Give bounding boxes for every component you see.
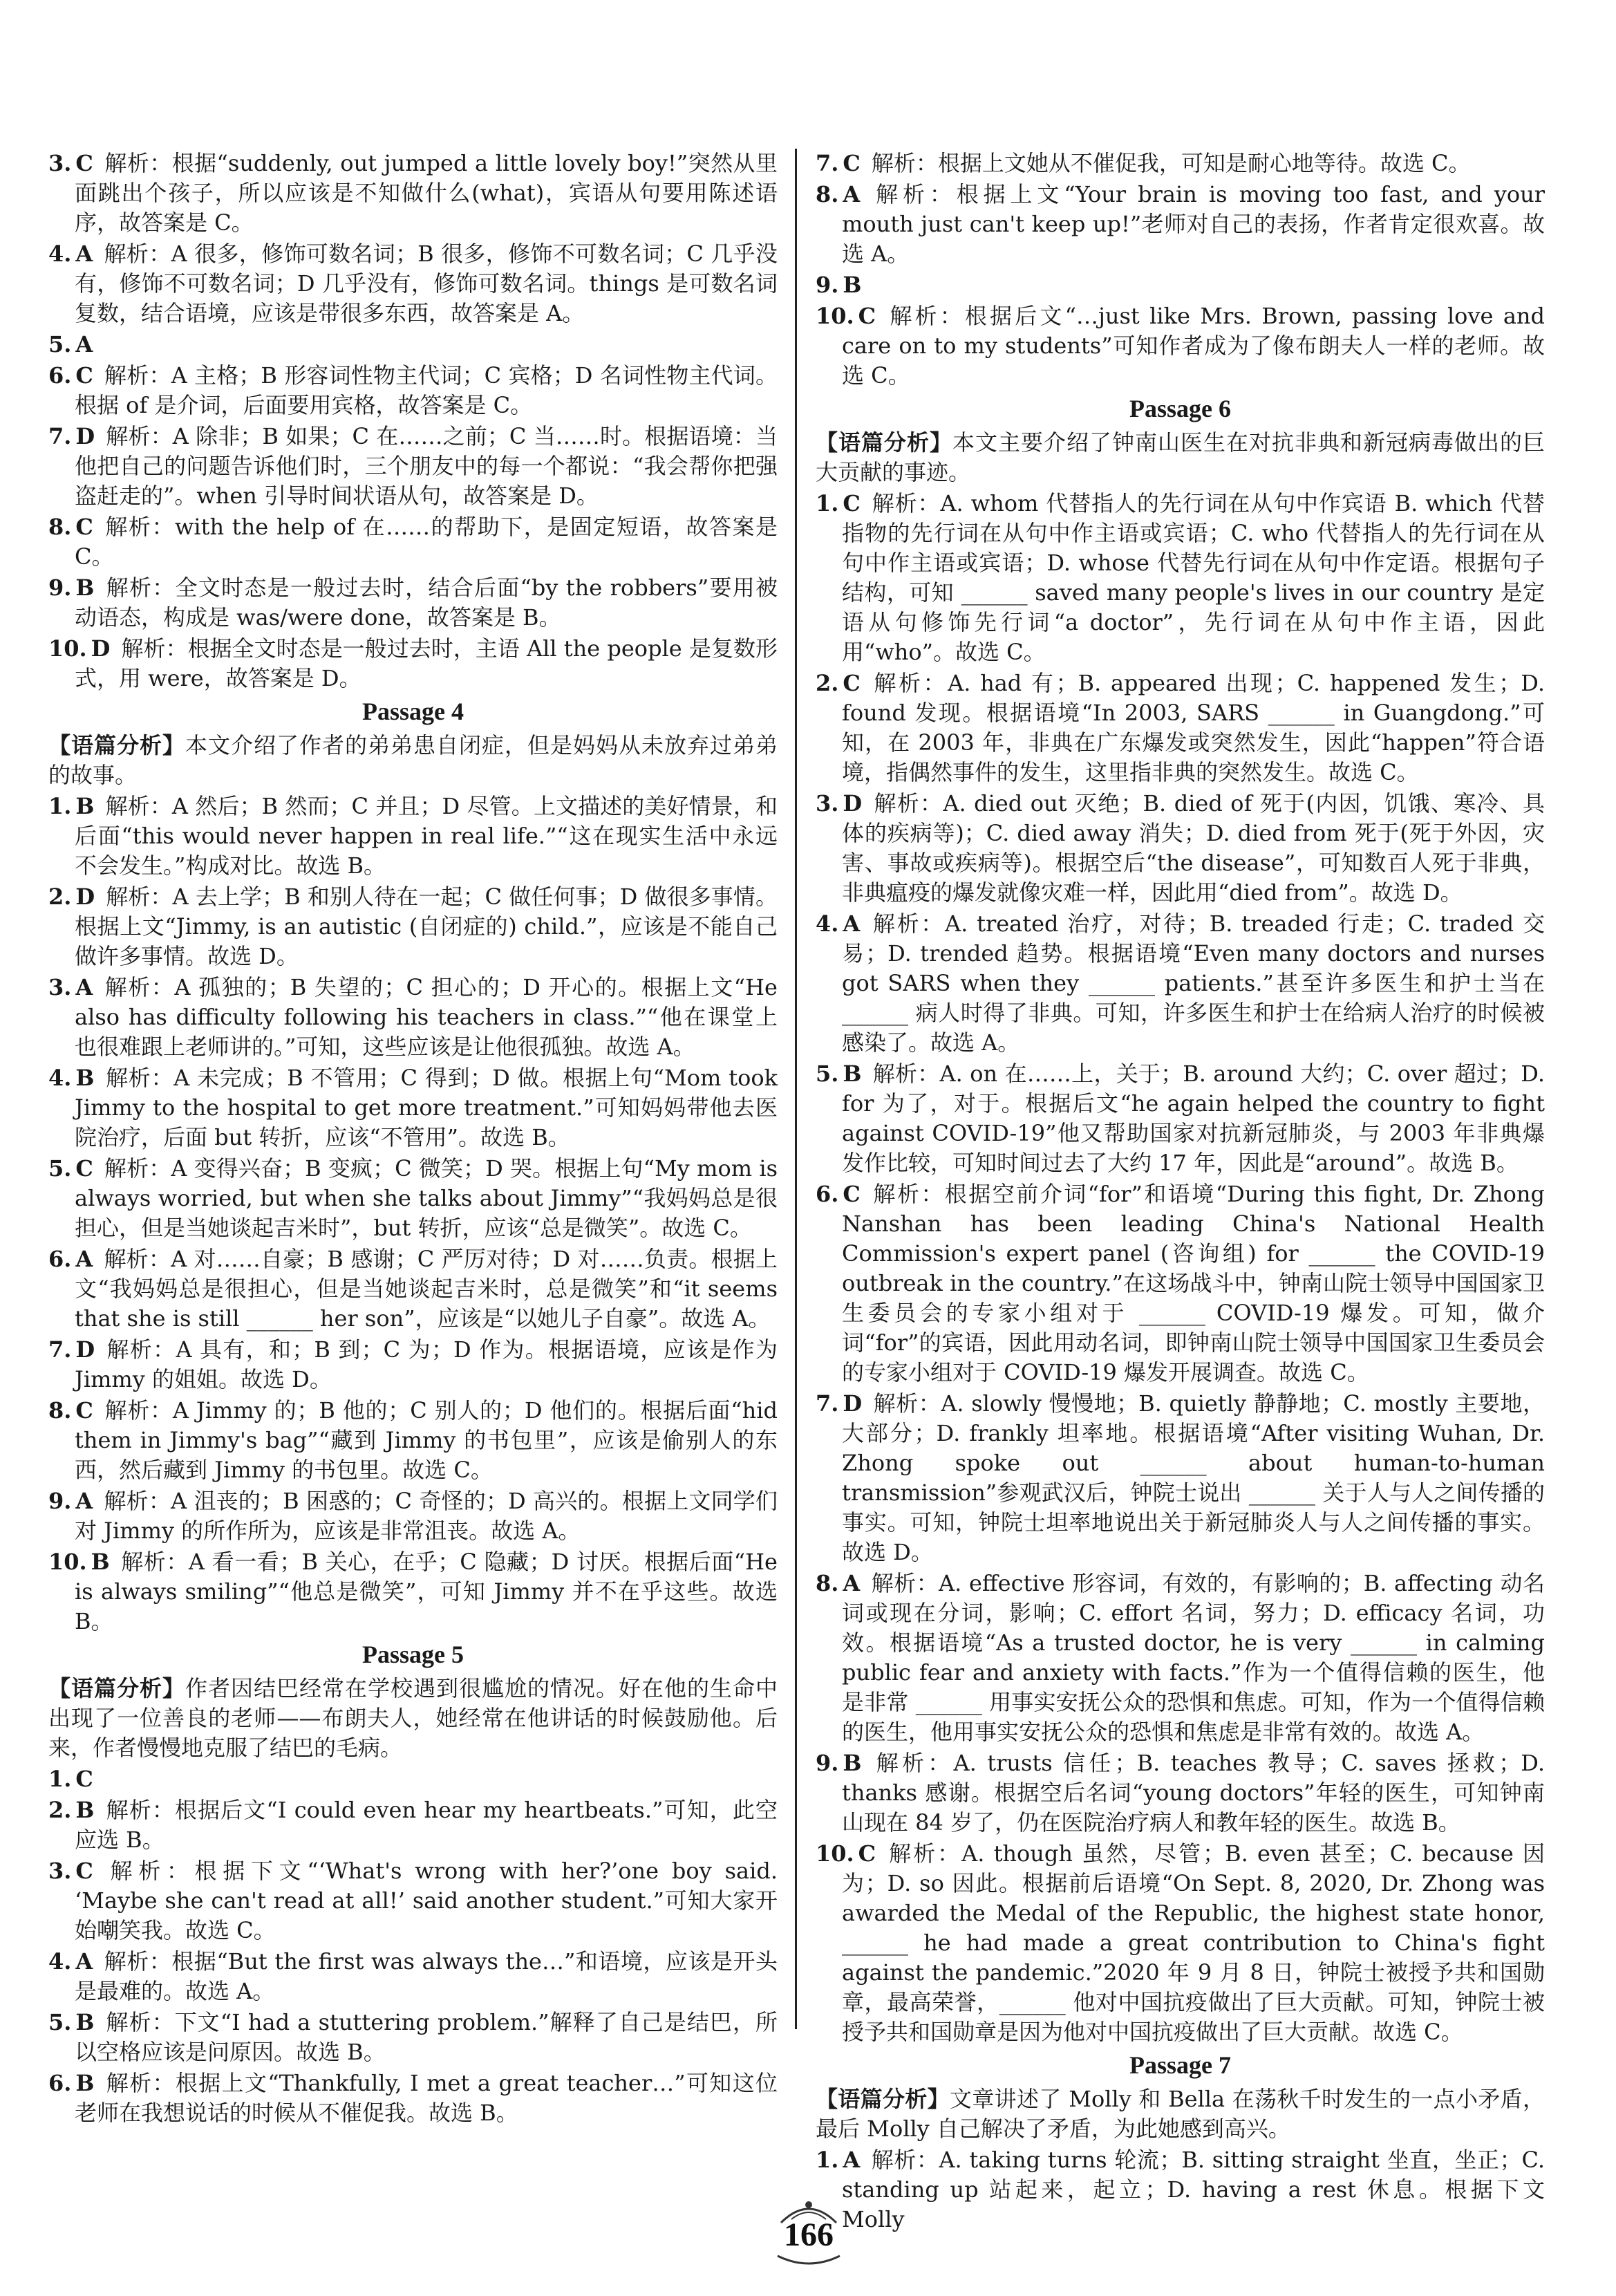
answer-item (816, 1389, 1545, 1567)
left-column (48, 149, 778, 2129)
explanation-text: 解析：A Jimmy 的；B 他的；C 别人的；D 他们的。根据后面“hid them in Jimmy's bag”“藏到 Jimmy 的书包里”，应该是偷别人的东西，然后藏到 Jimmy 的书包里。故选 C。 (75, 1397, 778, 1483)
answer-item (48, 792, 778, 881)
answer-choice: C (843, 490, 861, 516)
answer-choice: A (843, 181, 861, 207)
answer-choice: B (843, 1750, 862, 1776)
answer-item (816, 270, 1545, 300)
answer-choice: A (75, 974, 93, 1000)
question-number: 1. (48, 1766, 72, 1792)
answer-choice: C (75, 362, 93, 389)
explanation-text: 解析：A. on 在……上，关于；B. around 大约；C. over 超过；D. for 为了，对于。根据后文“he again helped the country to fight against COVID-19”他又帮助国家对抗新冠肺炎，与 2003 年非典爆发作比较，可知时间过去了大约 17 年，因此是“around”。故选 B。 (842, 1061, 1545, 1176)
question-number: 9. (816, 272, 839, 298)
analysis-tag: 【语篇分析】 (48, 732, 185, 758)
passage-analysis (48, 731, 778, 790)
question-number: 4. (48, 1948, 72, 1975)
answer-item (816, 909, 1545, 1058)
question-number: 3. (48, 974, 72, 1000)
answer-item (816, 489, 1545, 667)
question-number: 3. (816, 790, 839, 816)
answer-item (48, 1856, 778, 1945)
answer-item (48, 634, 778, 693)
answer-item (48, 2069, 778, 2128)
answer-item (48, 1335, 778, 1394)
explanation-text: 解析：根据上文“Thankfully, I met a great teacher…”可知这位老师在我想说话的时候从不催促我。故选 B。 (75, 2070, 778, 2126)
answer-choice: B (75, 575, 95, 601)
explanation-text: 解析：根据“But the first was always the…”和语境，应该是开头是最难的。故选 A。 (75, 1948, 778, 2004)
explanation-text: 解析：A 除非；B 如果；C 在……之前；C 当……时。根据语境：当他把自己的问题告诉他们时，三个朋友中的每一个都说：“我会帮你把强盗赶走的”。when 引导时间状语从句，故答案是 D。 (75, 423, 778, 509)
answer-item (816, 1569, 1545, 1747)
analysis-tag: 【语篇分析】 (816, 429, 952, 456)
question-number: 1. (48, 793, 72, 819)
question-number: 8. (816, 181, 839, 207)
answer-item (48, 1764, 778, 1794)
question-number: 9. (48, 1488, 72, 1514)
question-number: 9. (48, 575, 72, 601)
answer-choice: A (75, 1246, 93, 1272)
answer-item (48, 1795, 778, 1855)
page-number: 166 (784, 2216, 834, 2253)
question-number: 2. (816, 670, 839, 696)
question-number: 10. (816, 303, 854, 329)
question-number: 1. (816, 490, 839, 516)
question-number: 3. (48, 1858, 72, 1884)
question-number: 10. (48, 635, 87, 662)
question-number: 5. (816, 1061, 839, 1087)
question-number: 8. (48, 1397, 72, 1424)
explanation-text: 解析：A. slowly 慢慢地；B. quietly 静静地；C. mostly 主要地，大部分；D. frankly 坦率地。根据语境“After visiting Wuhan, Dr. Zhong spoke out ______ about human-to-human transmission”参观武汉后，钟院士说出 ______ 关于人与人之间传播的事实。可知，钟院士坦率地说出关于新冠肺炎人与人之间传播的事实。故选 D。 (842, 1390, 1545, 1565)
answer-item (816, 789, 1545, 908)
answer-item (48, 149, 778, 238)
answer-item (48, 1396, 778, 1485)
answer-choice: D (75, 423, 95, 449)
explanation-text: 解析：A 变得兴奋；B 变疯；C 微笑；D 哭。根据上句“My mom is always worried, but when she talks about Jimmy”“我妈妈总是很担心，但是当她谈起吉米时”，but 转折，应该“总是微笑”。故选 C。 (75, 1155, 778, 1241)
analysis-text: 文章讲述了 Molly 和 Bella 在荡秋千时发生的一点小矛盾，最后 Molly 自己解决了矛盾，为此她感到高兴。 (816, 2086, 1545, 2142)
answer-item (816, 1839, 1545, 2047)
explanation-text: 解析：with the help of 在……的帮助下，是固定短语，故答案是 C。 (75, 514, 778, 570)
answer-choice: C (75, 1155, 93, 1182)
explanation-text: 解析：根据下文“‘What's wrong with her?’one boy said. ‘Maybe she can't read at all!’ said another student.”可知大家开始嘲笑我。故选 C。 (75, 1858, 778, 1943)
analysis-text: 本文介绍了作者的弟弟患自闭症，但是妈妈从未放弃过弟弟的故事。 (48, 732, 778, 788)
answer-choice: B (91, 1549, 110, 1575)
explanation-text: 解析：A. effective 形容词，有效的，有影响的；B. affecting 动名词或现在分词，影响；C. effort 名词，努力；D. efficacy 名词，功效。根据语境“As a trusted doctor, he is very ______ in calming public fear and anxiety with facts.”作为一个值得信赖的医生，他是非常 ______ 用事实安抚公众的恐惧和焦虑。可知，作为一个值得信赖的医生，他用事实安抚公众的恐惧和焦虑是非常有效的。故选 A。 (842, 1570, 1545, 1745)
answer-item (816, 180, 1545, 269)
answer-choice: A (75, 331, 93, 357)
answer-choice: D (75, 1336, 95, 1363)
answer-choice: C (843, 150, 861, 176)
explanation-text: 解析：A 去上学；B 和别人待在一起；C 做任何事；D 做很多事情。根据上文“Jimmy, is an autistic (自闭症的) child.”，应该是不能自己做许多事情。故选 D。 (75, 884, 778, 969)
answer-choice: C (843, 1181, 861, 1207)
explanation-text: 解析：根据“suddenly, out jumped a little lovely boy!”突然从里面跳出个孩子，所以应该是不知做什么(what)，宾语从句要用陈述语序，故答案是 C。 (75, 150, 778, 236)
answer-item (816, 301, 1545, 391)
explanation-text: 解析：全文时态是一般过去时，结合后面“by the robbers”要用被动语态，构成是 was/were done，故答案是 B。 (75, 575, 778, 631)
question-number: 7. (48, 423, 72, 449)
answer-choice: A (75, 241, 93, 267)
answer-choice: C (858, 303, 876, 329)
passage-analysis (48, 1674, 778, 1763)
explanation-text: 解析：根据后文“…just like Mrs. Brown, passing love and care on to my students”可知作者成为了像布朗夫人一样的老师。故选 C。 (842, 303, 1545, 389)
explanation-text: 解析：A. died out 灭绝；B. died of 死于(内因，饥饿、寒冷、具体的疾病等)；C. died away 消失；D. died from 死于(死于外因，灾害、事故或疾病等)。根据空后“the disease”，可知数百人死于非典，非典瘟疫的爆发就像灾难一样，因此用“died from”。故选 D。 (842, 790, 1545, 906)
question-number: 4. (48, 1065, 72, 1091)
analysis-text: 本文主要介绍了钟南山医生在对抗非典和新冠病毒做出的巨大贡献的事迹。 (816, 429, 1545, 485)
answer-choice: D (75, 884, 95, 910)
answer-item (48, 1244, 778, 1334)
analysis-tag: 【语篇分析】 (816, 2086, 950, 2112)
page-number-badge (740, 2195, 878, 2271)
answer-choice: B (843, 272, 862, 298)
answer-choice: B (75, 2070, 95, 2096)
analysis-tag: 【语篇分析】 (48, 1675, 185, 1701)
answer-choice: D (843, 1390, 863, 1417)
passage-title: Passage 6 (1129, 395, 1231, 422)
question-number: 7. (816, 1390, 839, 1417)
passage-title: Passage 4 (362, 698, 464, 725)
question-number: 6. (48, 362, 72, 389)
answer-item (48, 239, 778, 328)
answer-item (48, 1947, 778, 2006)
answer-item (48, 973, 778, 1062)
answer-choice: A (843, 1570, 861, 1596)
answer-choice: C (843, 670, 861, 696)
answer-choice: A (75, 1948, 93, 1975)
explanation-text: 解析：根据后文“I could even hear my heartbeats.”可知，此空应选 B。 (75, 1797, 778, 1853)
explanation-text: 解析：下文“I had a stuttering problem.”解释了自己是结巴，所以空格应该是问原因。故选 B。 (75, 2009, 778, 2065)
question-number: 5. (48, 2009, 72, 2035)
passage-analysis (816, 2084, 1545, 2144)
explanation-text: 解析：A 具有，和；B 到；C 为；D 作为。根据语境，应该是作为 Jimmy 的姐姐。故选 D。 (75, 1336, 778, 1392)
explanation-text: 解析：A. taking turns 轮流；B. sitting straight 坐直，坐正；C. standing up 站起来，起立；D. having a rest 休息。根据下文 Molly (842, 2147, 1545, 2232)
answer-item (48, 330, 778, 360)
explanation-text: 解析：A. treated 治疗，对待；B. treaded 行走；C. traded 交易；D. trended 趋势。根据语境“Even many doctors and nurses got SARS when they ______ patients.”甚至许多医生和护士当在 ______ 病人时得了非典。可知，许多医生和护士在给病人治疗的时候被感染了。故选 A。 (842, 911, 1545, 1056)
question-number: 3. (48, 150, 72, 176)
answer-item (816, 669, 1545, 787)
question-number: 10. (48, 1549, 87, 1575)
question-number: 9. (816, 1750, 839, 1776)
answer-item (816, 2145, 1545, 2234)
answer-choice: D (843, 790, 863, 816)
answer-choice: A (843, 911, 861, 937)
explanation-text: 解析：根据空前介词“for”和语境“During this fight, Dr. Zhong Nanshan has been leading China's National Health Commission's expert panel (咨询组) for ______ the COVID-19 outbreak in the country.”在这场战斗中，钟南山院士领导中国国家卫生委员会的专家小组对于 ______ COVID-19 爆发。可知，做介词“for”的宾语，因此用动名词，即钟南山院士领导中国国家卫生委员会的专家小组对于 COVID-19 爆发开展调查。故选 C。 (842, 1181, 1545, 1385)
explanation-text: 解析：A. whom 代替指人的先行词在从句中作宾语 B. which 代替指物的先行词在从句中作主语或宾语；C. who 代替指人的先行词在从句中作主语或宾语；D. whose 代替先行词在从句中作定语。根据句子结构，可知 ______ saved many people's lives in our country 是定语从句修饰先行词“a doctor”，先行词在从句中作主语，因此用“who”。故选 C。 (842, 490, 1545, 665)
question-number: 10. (816, 1840, 854, 1867)
answer-choice: B (843, 1061, 862, 1087)
answer-choice: B (75, 793, 95, 819)
answer-choice: B (75, 1797, 95, 1823)
answer-item (48, 882, 778, 971)
explanation-text: 解析：A 孤独的；B 失望的；C 担心的；D 开心的。根据上文“He also has difficulty following his teachers in class.”“他在课堂上也很难跟上老师讲的。”可知，这些应该是让他很孤独。故选 A。 (75, 974, 778, 1060)
explanation-text: 解析：根据上文“Your brain is moving too fast, and your mouth just can't keep up!”老师对自己的表扬，作者肯定很欢喜。故选 A。 (842, 181, 1545, 267)
question-number: 6. (48, 1246, 72, 1272)
answer-choice: B (75, 2009, 95, 2035)
explanation-text: 解析：A 对……自豪；B 感谢；C 严厉对待；D 对……负责。根据上文“我妈妈总是很担心，但是当她谈起吉米时，总是微笑”和“it seems that she is still ______ her son”，应该是“以她儿子自豪”。故选 A。 (75, 1246, 778, 1332)
question-number: 1. (816, 2147, 839, 2173)
question-number: 4. (48, 241, 72, 267)
answer-choice: C (75, 1766, 93, 1792)
question-number: 7. (48, 1336, 72, 1363)
answer-item (816, 1179, 1545, 1388)
answer-choice: A (843, 2147, 861, 2173)
question-number: 6. (816, 1181, 839, 1207)
answer-choice: C (75, 150, 93, 176)
question-number: 8. (48, 514, 72, 540)
analysis-text: 作者因结巴经常在学校遇到很尴尬的情况。好在他的生命中出现了一位善良的老师——布朗夫人，她经常在他讲话的时候鼓励他。后来，作者慢慢地克服了结巴的毛病。 (48, 1675, 778, 1761)
explanation-text: 解析：根据全文时态是一般过去时，主语 All the people 是复数形式，用 were，故答案是 D。 (75, 635, 778, 691)
answer-item (816, 1748, 1545, 1838)
answer-choice: C (858, 1840, 876, 1867)
passage-title: Passage 7 (1129, 2051, 1231, 2079)
question-number: 7. (816, 150, 839, 176)
question-number: 6. (48, 2070, 72, 2096)
right-column (816, 149, 1545, 2236)
question-number: 5. (48, 1155, 72, 1182)
answer-item (48, 1063, 778, 1152)
answer-item (48, 2008, 778, 2067)
explanation-text: 解析：A. though 虽然，尽管；B. even 甚至；C. because 因为；D. so 因此。根据前后语境“On Sept. 8, 2020, Dr. Zhong was awarded the Medal of the Republic, the highest state honor, ______ he had made a great contribution to China's fight against the pandemic.”2020 年 9 月 8 日，钟院士被授予共和国勋章，最高荣誉，______ 他对中国抗疫做出了巨大贡献。可知，钟院士被授予共和国勋章是因为他对中国抗疫做出了巨大贡献。故选 C。 (842, 1840, 1545, 2045)
explanation-text: 解析：A. had 有；B. appeared 出现；C. happened 发生；D. found 发现。根据语境“In 2003, SARS ______ in Guangdong.”可知，在 2003 年，非典在广东爆发或突然发生，因此“happen”符合语境，指偶然事件的发生，这里指非典的突然发生。故选 C。 (842, 670, 1545, 785)
explanation-text: 解析：A 未完成；B 不管用；C 得到；D 做。根据上句“Mom took Jimmy to the hospital to get more treatment.”可知妈妈带他去医院治疗，后面 but 转折，应该“不管用”。故选 B。 (75, 1065, 778, 1150)
answer-choice: B (75, 1065, 95, 1091)
question-number: 4. (816, 911, 839, 937)
answer-choice: C (75, 1397, 93, 1424)
answer-item (48, 573, 778, 633)
question-number: 5. (48, 331, 72, 357)
answer-choice: D (91, 635, 111, 662)
answer-item (48, 361, 778, 420)
question-number: 8. (816, 1570, 839, 1596)
answer-item (48, 512, 778, 572)
passage-title: Passage 5 (362, 1641, 464, 1668)
question-number: 2. (48, 1797, 72, 1823)
answer-item (48, 422, 778, 511)
explanation-text: 解析：A 看一看；B 关心，在乎；C 隐藏；D 讨厌。根据后面“He is always smiling”“他总是微笑”，可知 Jimmy 并不在乎这些。故选 B。 (75, 1549, 778, 1634)
answer-choice: A (75, 1488, 93, 1514)
answer-item (48, 1154, 778, 1243)
answer-item (816, 1059, 1545, 1178)
column-divider (795, 149, 797, 2029)
explanation-text: 解析：根据上文她从不催促我，可知是耐心地等待。故选 C。 (871, 150, 1471, 176)
explanation-text: 解析：A. trusts 信任；B. teaches 教导；C. saves 拯救；D. thanks 感谢。根据空后名词“young doctors”年轻的医生，可知钟南山现在 84 岁了，仍在医院治疗病人和教年轻的医生。故选 B。 (842, 1750, 1545, 1836)
explanation-text: 解析：A 沮丧的；B 困惑的；C 奇怪的；D 高兴的。根据上文同学们对 Jimmy 的所作所为，应该是非常沮丧。故选 A。 (75, 1488, 778, 1544)
explanation-text: 解析：A 然后；B 然而；C 并且；D 尽管。上文描述的美好情景，和后面“this would never happen in real life.”“这在现实生活中永远不会发生。”构成对比。故选 B。 (75, 793, 778, 879)
answer-item (48, 1486, 778, 1546)
explanation-text: 解析：A 主格；B 形容词性物主代词；C 宾格；D 名词性物主代词。根据 of 是介词，后面要用宾格，故答案是 C。 (75, 362, 778, 418)
answer-item (816, 149, 1545, 178)
passage-analysis (816, 428, 1545, 487)
answer-choice: C (75, 514, 93, 540)
explanation-text: 解析：A 很多，修饰可数名词；B 很多，修饰不可数名词；C 几乎没有，修饰不可数名词；D 几乎没有，修饰可数名词。things 是可数名词复数，结合语境，应该是带很多东西，故答案是 A。 (75, 241, 778, 326)
question-number: 2. (48, 884, 72, 910)
answer-item (48, 1547, 778, 1636)
answer-choice: C (75, 1858, 93, 1884)
